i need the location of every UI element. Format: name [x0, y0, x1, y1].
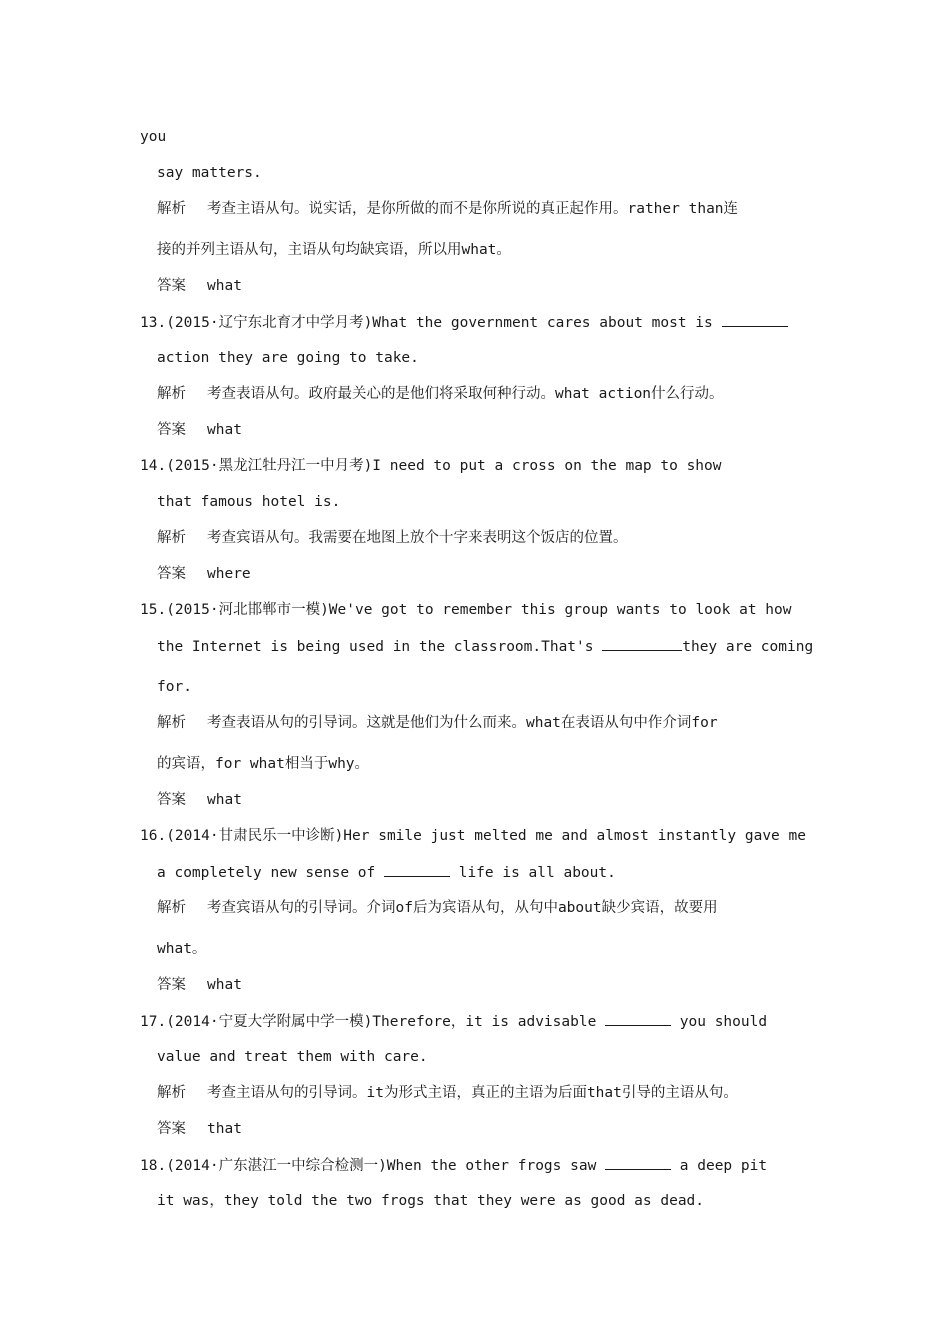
analysis-label: 解析 [157, 386, 186, 402]
question-text: a deep pit [679, 1158, 768, 1174]
answer-text: where [207, 566, 251, 582]
analysis-text: 考查表语从句。政府最关心的是他们将采取何种行动。what action什么行动。 [207, 386, 724, 402]
analysis-line [157, 528, 628, 548]
answer-text: that [207, 1121, 242, 1137]
question-text: 17.(2014·宁夏大学附属中学一模)Therefore，it is advisable [140, 1014, 597, 1030]
answer-line [157, 276, 242, 296]
answer-blank [605, 1011, 671, 1026]
answer-label: 答案 [157, 566, 186, 582]
text-line: action they are going to take. [157, 350, 419, 366]
analysis-line [157, 1083, 738, 1103]
analysis-label: 解析 [157, 1085, 186, 1101]
analysis-label: 解析 [157, 715, 186, 731]
analysis-text: 考查宾语从句。我需要在地图上放个十字来表明这个饭店的位置。 [207, 530, 628, 546]
answer-text: what [207, 977, 242, 993]
text-line [157, 862, 616, 883]
analysis-line [157, 898, 718, 918]
question-text: they are coming [682, 639, 814, 655]
answer-line [157, 975, 242, 995]
answer-label: 答案 [157, 977, 186, 993]
answer-text: what [207, 278, 242, 294]
answer-line [157, 564, 251, 584]
text-line: 接的并列主语从句，主语从句均缺宾语，所以用what。 [157, 242, 511, 258]
analysis-text: 考查表语从句的引导词。这就是他们为什么而来。what在表语从句中作介词for [207, 715, 718, 731]
text-line: say matters. [157, 165, 262, 181]
analysis-line [157, 384, 724, 404]
answer-blank [602, 636, 682, 651]
text-line: for. [157, 679, 192, 695]
answer-text: what [207, 792, 242, 808]
answer-label: 答案 [157, 792, 186, 808]
analysis-text: 考查宾语从句的引导词。介词of后为宾语从句，从句中about缺少宾语，故要用 [207, 900, 718, 916]
question-17 [140, 1011, 767, 1032]
text-line: 的宾语，for what相当于why。 [157, 756, 370, 772]
question-text: 18.(2014·广东湛江一中综合检测一)When the other frogs saw [140, 1158, 597, 1174]
analysis-text: 考查主语从句的引导词。it为形式主语，真正的主语为后面that引导的主语从句。 [207, 1085, 738, 1101]
answer-line [157, 1119, 242, 1139]
answer-blank [605, 1155, 671, 1170]
text-line [157, 636, 813, 657]
text-line: that famous hotel is. [157, 494, 341, 510]
question-text: you should [679, 1014, 768, 1030]
answer-label: 答案 [157, 1121, 186, 1137]
question-text: a completely new sense of [157, 865, 376, 881]
analysis-label: 解析 [157, 530, 186, 546]
question-text: 13.(2015·辽宁东北育才中学月考)What the government cares about most is [140, 315, 713, 331]
question-18 [140, 1155, 767, 1176]
question-text: the Internet is being used in the classroom.That's [157, 639, 594, 655]
answer-label: 答案 [157, 422, 186, 438]
answer-line [157, 790, 242, 810]
question-14: 14.(2015·黑龙江牡丹江一中月考)I need to put a cross on the map to show [140, 458, 722, 474]
text-line: value and treat them with care. [157, 1049, 428, 1065]
question-16: 16.(2014·甘肃民乐一中诊断)Her smile just melted me and almost instantly gave me [140, 828, 806, 844]
analysis-line [157, 713, 718, 733]
question-15: 15.(2015·河北邯郸市一模)We've got to remember this group wants to look at how [140, 602, 792, 618]
analysis-text: 考查主语从句。说实话，是你所做的而不是你所说的真正起作用。rather than连 [207, 201, 739, 217]
answer-blank [722, 312, 788, 327]
analysis-line [157, 199, 738, 219]
answer-text: what [207, 422, 242, 438]
text-line: what。 [157, 941, 207, 957]
analysis-label: 解析 [157, 201, 186, 217]
question-text: life is all about. [458, 865, 616, 881]
answer-label: 答案 [157, 278, 186, 294]
answer-line [157, 420, 242, 440]
text-line: it was，they told the two frogs that they were as good as dead. [157, 1193, 705, 1209]
question-13 [140, 312, 788, 333]
text-line: you [140, 129, 167, 145]
answer-blank [384, 862, 450, 877]
analysis-label: 解析 [157, 900, 186, 916]
